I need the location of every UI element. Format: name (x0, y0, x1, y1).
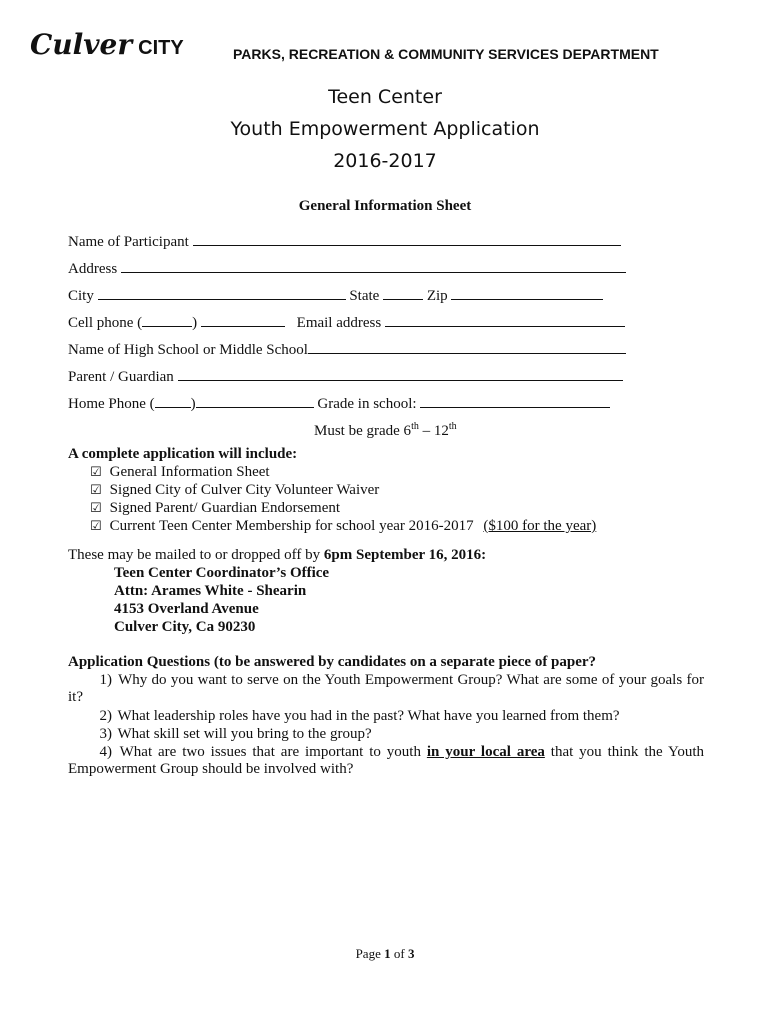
home-phone-row (68, 395, 610, 413)
logo-city: CITY (138, 37, 184, 59)
page-prefix: Page (355, 946, 385, 961)
questions-heading: Application Questions (to be answered by candidates on a separate piece of paper? (68, 654, 597, 670)
guardian-row (68, 368, 623, 386)
address-row (68, 260, 626, 278)
checklist-item (90, 464, 270, 481)
checklist-item (90, 518, 596, 535)
grade-sup-start: th (411, 421, 419, 432)
page-current: 1 (384, 946, 391, 961)
question-item (68, 672, 704, 706)
question-emphasis: in your local area (426, 744, 545, 760)
question-number: 1) (99, 672, 112, 688)
page-total: 3 (407, 946, 415, 961)
question-text: What leadership roles have you had in the past? What have you learned from them? (117, 708, 620, 724)
question-text: Why do you want to serve on the Youth Empowerment Group? What are some of your goals for it? (68, 672, 704, 705)
delivery-intro (68, 547, 486, 564)
email-field[interactable] (385, 314, 625, 327)
title-year: 2016-2017 (333, 150, 437, 172)
delivery-deadline: 6pm September 16, 2016: (323, 547, 487, 563)
checklist-label: General Information Sheet (109, 464, 270, 480)
cell-number-field[interactable] (201, 314, 285, 327)
city-row (68, 287, 603, 305)
checklist-item (90, 500, 340, 517)
home-number-field[interactable] (196, 395, 314, 408)
question-text: that you think the Youth Empowerment Group should be involved with? (68, 744, 704, 777)
question-item (68, 726, 704, 743)
zip-label: Zip (426, 288, 448, 304)
checklist-label: Signed Parent/ Guardian Endorsement (109, 500, 341, 516)
name-field[interactable] (193, 233, 621, 246)
grade-label: Grade in school: (317, 396, 417, 412)
page-of: of (390, 946, 408, 961)
delivery-intro-text: These may be mailed to or dropped off by (68, 547, 324, 563)
cell-close: ) (192, 315, 198, 331)
address-line: Teen Center Coordinator’s Office (114, 565, 330, 581)
culver-city-logo (30, 28, 184, 61)
question-item (68, 708, 704, 725)
checkbox-checked-icon: ☑ (90, 483, 102, 498)
address-line: Culver City, Ca 90230 (114, 619, 256, 635)
checkbox-checked-icon: ☑ (90, 501, 102, 516)
home-area-field[interactable] (155, 395, 191, 408)
address-label: Address (68, 261, 118, 277)
school-label: Name of High School or Middle School (68, 342, 308, 358)
home-phone-label: Home Phone ( (68, 396, 155, 412)
membership-fee-note: ($100 for the year) (483, 518, 597, 534)
cell-row (68, 314, 625, 332)
checkbox-checked-icon: ☑ (90, 519, 102, 534)
question-number: 4) (99, 744, 112, 760)
state-field[interactable] (383, 287, 423, 300)
email-label: Email address (296, 315, 382, 331)
checklist-label: Current Teen Center Membership for school year 2016-2017 (109, 518, 474, 534)
address-line: Attn: Arames White - Shearin (114, 583, 307, 599)
department-name: PARKS, RECREATION & COMMUNITY SERVICES DEPARTMENT (233, 46, 659, 62)
name-label: Name of Participant (68, 234, 189, 250)
grade-field[interactable] (420, 395, 610, 408)
logo-script: Culver (30, 28, 133, 61)
school-row (68, 341, 626, 359)
checklist-label: Signed City of Culver City Volunteer Waiver (109, 482, 380, 498)
cell-label: Cell phone ( (68, 315, 143, 331)
city-field[interactable] (98, 287, 346, 300)
grade-note-prefix: Must be grade 6 (314, 423, 412, 439)
question-text: What are two issues that are important to youth (119, 744, 427, 760)
home-phone-close: ) (190, 396, 196, 412)
grade-note (314, 421, 457, 440)
question-item (68, 744, 704, 778)
guardian-field[interactable] (178, 368, 623, 381)
question-text: What skill set will you bring to the group? (117, 726, 372, 742)
state-label: State (349, 288, 380, 304)
page-number (0, 946, 770, 962)
guardian-label: Parent / Guardian (68, 369, 174, 385)
question-number: 2) (99, 708, 112, 724)
school-field[interactable] (308, 341, 626, 354)
city-label: City (68, 288, 94, 304)
checkbox-checked-icon: ☑ (90, 465, 102, 480)
zip-field[interactable] (451, 287, 603, 300)
grade-sup-end: th (448, 421, 457, 432)
title-teen-center: Teen Center (328, 86, 442, 108)
checklist-item (90, 482, 379, 499)
form-heading: General Information Sheet (298, 198, 472, 214)
address-line: 4153 Overland Avenue (114, 601, 259, 617)
grade-note-mid: – 12 (418, 423, 449, 439)
cell-area-field[interactable] (142, 314, 192, 327)
checklist-heading: A complete application will include: (68, 446, 298, 462)
question-number: 3) (99, 726, 112, 742)
name-row (68, 233, 621, 251)
address-field[interactable] (121, 260, 626, 273)
title-application: Youth Empowerment Application (230, 118, 540, 140)
